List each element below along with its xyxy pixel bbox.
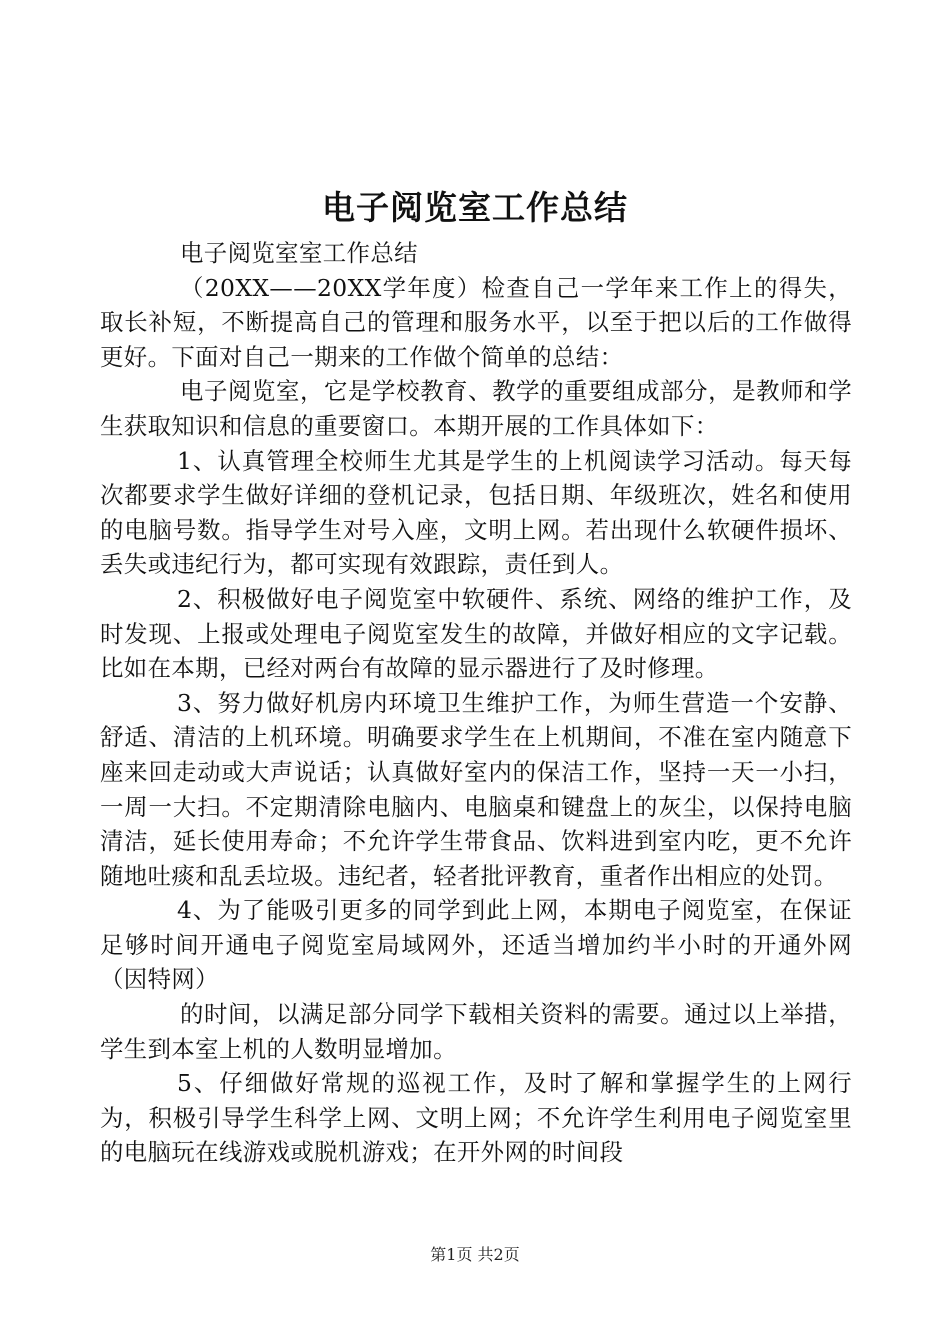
- document-body: [100, 236, 852, 1170]
- paragraph-intro: （20XX——20XX学年度）检查自己一学年来工作上的得失，取长补短，不断提高自己的管理和服务水平，以至于把以后的工作做得更好。下面对自己一期来的工作做个简单的总结：: [100, 273, 852, 371]
- paragraph-subtitle: 电子阅览室室工作总结: [180, 239, 418, 267]
- paragraph-item-3: 3、努力做好机房内环境卫生维护工作，为师生营造一个安静、舒适、清洁的上机环境。明确要求学生在上机期间，不准在室内随意下座来回走动或大声说话；认真做好室内的保洁工作，坚持一天一小扫，一周一大扫。不定期清除电脑内、电脑桌和键盘上的灰尘，以保持电脑清洁，延长使用寿命；不允许学生带食品、饮料进到室内吃，更不允许随地吐痰和乱丢垃圾。违纪者，轻者批评教育，重者作出相应的处罚。: [100, 688, 852, 890]
- paragraph-item-1: 1、认真管理全校师生尤其是学生的上机阅读学习活动。每天每次都要求学生做好详细的登机记录，包括日期、年级班次，姓名和使用的电脑号数。指导学生对号入座，文明上网。若出现什么软硬件损坏、丢失或违纪行为，都可实现有效跟踪，责任到人。: [100, 446, 852, 579]
- paragraph-item-2: 2、积极做好电子阅览室中软硬件、系统、网络的维护工作，及时发现、上报或处理电子阅览室发生的故障，并做好相应的文字记载。比如在本期，已经对两台有故障的显示器进行了及时修理。: [100, 584, 852, 683]
- paragraph-item-5: 5、仔细做好常规的巡视工作，及时了解和掌握学生的上网行为，积极引导学生科学上网、文明上网；不允许学生利用电子阅览室里的电脑玩在线游戏或脱机游戏；在开外网的时间段: [100, 1069, 852, 1167]
- paragraph-overview: 电子阅览室，它是学校教育、教学的重要组成部分，是教师和学生获取知识和信息的重要窗口。本期开展的工作具体如下：: [100, 377, 852, 440]
- paragraph-item-4: 4、为了能吸引更多的同学到此上网，本期电子阅览室，在保证足够时间开通电子阅览室局域网外，还适当增加约半小时的开通外网（因特网）: [100, 896, 852, 994]
- page-footer: 第1页 共2页: [430, 1245, 520, 1264]
- document-title: 电子阅览室工作总结: [322, 188, 628, 227]
- paragraph-item-4-continued: 的时间，以满足部分同学下载相关资料的需要。通过以上举措，学生到本室上机的人数明显增加。: [100, 1000, 852, 1063]
